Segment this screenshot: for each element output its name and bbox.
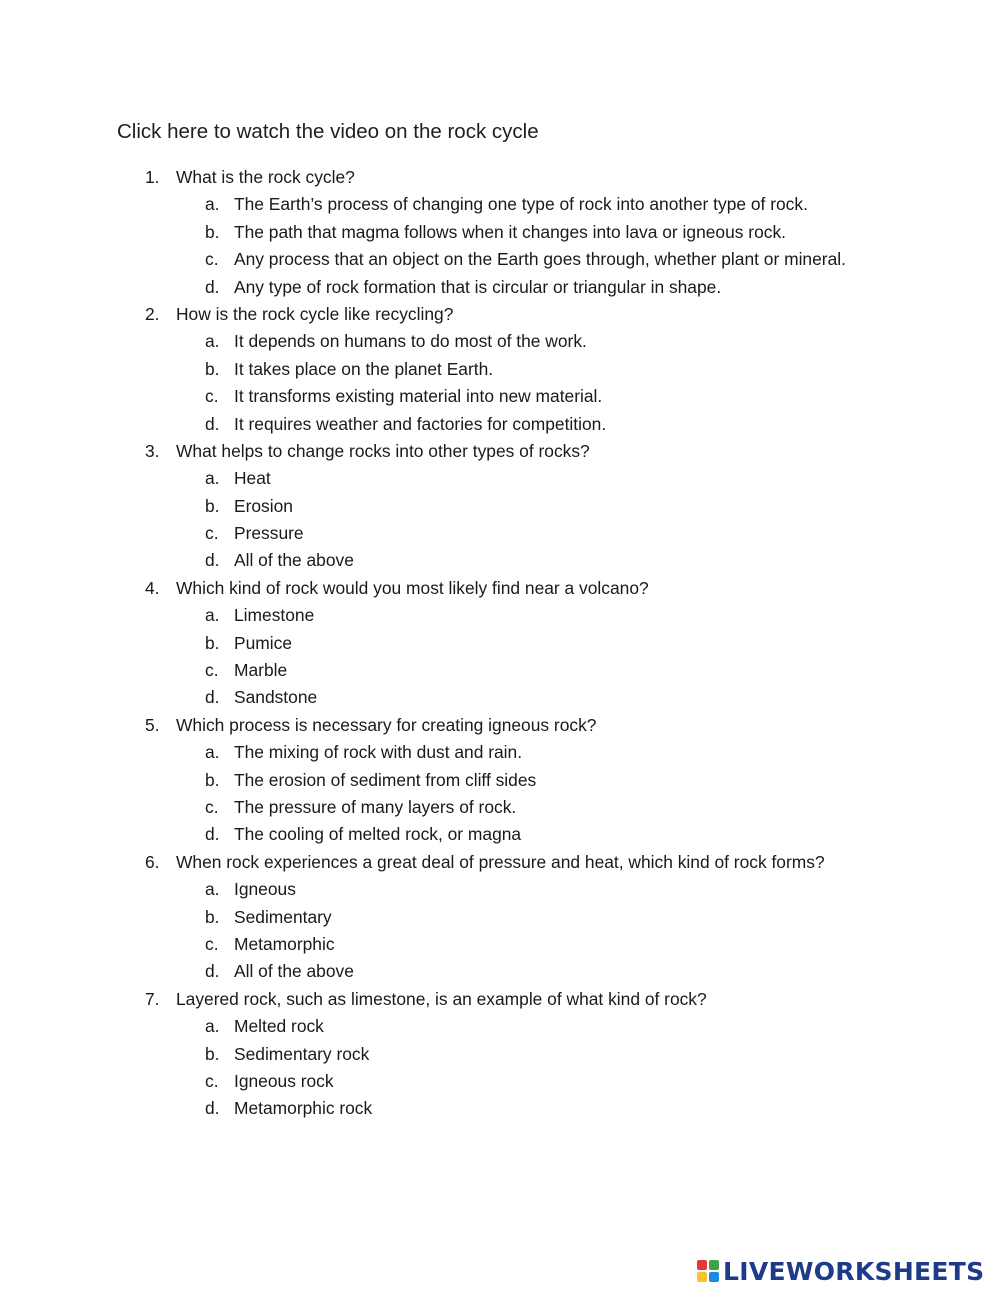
option-letter: b. xyxy=(205,495,220,516)
option-letter: b. xyxy=(205,906,220,927)
answer-option[interactable] xyxy=(0,1095,1000,1122)
option-letter: b. xyxy=(205,632,220,653)
option-letter: d. xyxy=(205,276,220,297)
option-letter: a. xyxy=(205,468,220,489)
option-letter: a. xyxy=(205,1016,220,1037)
option-letter: d. xyxy=(205,824,220,845)
answer-option[interactable] xyxy=(0,739,1000,766)
answer-option[interactable] xyxy=(0,821,1000,848)
answer-option[interactable] xyxy=(0,191,1000,218)
question-text: What is the rock cycle? xyxy=(176,167,355,187)
answer-option[interactable] xyxy=(0,520,1000,547)
option-text: The pressure of many layers of rock. xyxy=(234,796,517,817)
option-letter: a. xyxy=(205,331,220,352)
option-letter: b. xyxy=(205,1043,220,1064)
answer-option[interactable] xyxy=(0,767,1000,794)
option-text: It takes place on the planet Earth. xyxy=(234,358,494,379)
answer-option[interactable] xyxy=(0,493,1000,520)
answer-option[interactable] xyxy=(0,274,1000,301)
question-number: 1. xyxy=(145,167,160,187)
option-letter: a. xyxy=(205,194,220,215)
question-text: Which kind of rock would you most likely find near a volcano? xyxy=(176,577,649,598)
option-letter: c. xyxy=(205,933,219,954)
answer-option[interactable] xyxy=(0,1013,1000,1040)
answer-option[interactable] xyxy=(0,794,1000,821)
video-link[interactable]: Click here to watch the video on the rock cycle xyxy=(117,120,539,143)
option-letter: a. xyxy=(205,879,220,900)
answer-option[interactable] xyxy=(0,219,1000,246)
option-text: Melted rock xyxy=(234,1016,324,1037)
answer-option[interactable] xyxy=(0,328,1000,355)
question-text: What helps to change rocks into other types of rocks? xyxy=(176,440,590,461)
answer-option[interactable] xyxy=(0,657,1000,684)
option-text: Sedimentary xyxy=(234,906,332,927)
answer-option[interactable] xyxy=(0,931,1000,958)
question-number: 5. xyxy=(145,714,160,735)
question-3 xyxy=(0,438,1000,465)
option-text: Marble xyxy=(234,660,288,681)
option-text: Any process that an object on the Earth goes through, whether plant or mineral. xyxy=(234,249,846,270)
answer-option[interactable] xyxy=(0,876,1000,903)
option-text: Pressure xyxy=(234,523,304,544)
question-number: 3. xyxy=(145,440,160,461)
option-letter: d. xyxy=(205,550,220,571)
option-text: All of the above xyxy=(234,550,354,571)
question-2 xyxy=(0,301,1000,328)
question-number: 2. xyxy=(145,303,160,324)
answer-option[interactable] xyxy=(0,684,1000,711)
option-letter: c. xyxy=(205,660,219,681)
question-text: How is the rock cycle like recycling? xyxy=(176,303,454,324)
option-letter: c. xyxy=(205,1070,219,1091)
option-text: Limestone xyxy=(234,605,315,626)
logo-text: LIVEWORKSHEETS xyxy=(723,1256,985,1286)
quiz-list xyxy=(0,164,1000,1123)
question-1 xyxy=(0,164,1000,191)
option-letter: c. xyxy=(205,249,219,270)
option-letter: c. xyxy=(205,796,219,817)
option-letter: d. xyxy=(205,413,220,434)
question-4 xyxy=(0,575,1000,602)
liveworksheets-logo xyxy=(697,1256,984,1286)
option-letter: d. xyxy=(205,687,220,708)
option-text: It transforms existing material into new material. xyxy=(234,386,603,407)
option-text: Any type of rock formation that is circular or triangular in shape. xyxy=(234,276,722,297)
answer-option[interactable] xyxy=(0,383,1000,410)
option-text: Igneous rock xyxy=(234,1070,334,1091)
option-text: Igneous xyxy=(234,879,296,900)
logo-icon xyxy=(697,1260,719,1282)
option-text: The Earth’s process of changing one type of rock into another type of rock. xyxy=(234,194,808,215)
question-text: When rock experiences a great deal of pressure and heat, which kind of rock forms? xyxy=(176,851,825,872)
answer-option[interactable] xyxy=(0,1041,1000,1068)
option-text: Metamorphic xyxy=(234,933,335,954)
question-number: 6. xyxy=(145,851,160,872)
option-letter: c. xyxy=(205,523,219,544)
answer-option[interactable] xyxy=(0,904,1000,931)
answer-option[interactable] xyxy=(0,547,1000,574)
option-letter: b. xyxy=(205,358,220,379)
option-text: It depends on humans to do most of the work. xyxy=(234,331,587,352)
logo-square xyxy=(709,1260,719,1270)
option-text: The erosion of sediment from cliff sides xyxy=(234,769,537,790)
option-text: Erosion xyxy=(234,495,293,516)
answer-option[interactable] xyxy=(0,630,1000,657)
logo-square xyxy=(697,1260,707,1270)
question-number: 7. xyxy=(145,988,160,1009)
option-text: The path that magma follows when it changes into lava or igneous rock. xyxy=(234,221,786,242)
option-text: All of the above xyxy=(234,961,354,982)
option-letter: b. xyxy=(205,769,220,790)
question-text: Which process is necessary for creating igneous rock? xyxy=(176,714,597,735)
option-text: Sedimentary rock xyxy=(234,1043,370,1064)
option-letter: c. xyxy=(205,386,219,407)
option-text: Metamorphic rock xyxy=(234,1098,373,1119)
answer-option[interactable] xyxy=(0,602,1000,629)
question-7 xyxy=(0,986,1000,1013)
option-letter: d. xyxy=(205,1098,220,1119)
option-text: Sandstone xyxy=(234,687,318,708)
option-text: It requires weather and factories for competition. xyxy=(234,413,607,434)
question-text: Layered rock, such as limestone, is an example of what kind of rock? xyxy=(176,988,707,1009)
option-letter: a. xyxy=(205,742,220,763)
option-letter: b. xyxy=(205,221,220,242)
question-5 xyxy=(0,712,1000,739)
answer-option[interactable] xyxy=(0,246,1000,273)
option-text: Pumice xyxy=(234,632,292,653)
answer-option[interactable] xyxy=(0,465,1000,492)
logo-square xyxy=(709,1272,719,1282)
answer-option[interactable] xyxy=(0,411,1000,438)
question-6 xyxy=(0,849,1000,876)
option-text: The cooling of melted rock, or magna xyxy=(234,824,522,845)
question-number: 4. xyxy=(145,577,160,598)
answer-option[interactable] xyxy=(0,356,1000,383)
answer-option[interactable] xyxy=(0,1068,1000,1095)
option-letter: d. xyxy=(205,961,220,982)
option-text: Heat xyxy=(234,468,271,489)
option-letter: a. xyxy=(205,605,220,626)
option-text: The mixing of rock with dust and rain. xyxy=(234,742,523,763)
answer-option[interactable] xyxy=(0,958,1000,985)
logo-square xyxy=(697,1272,707,1282)
